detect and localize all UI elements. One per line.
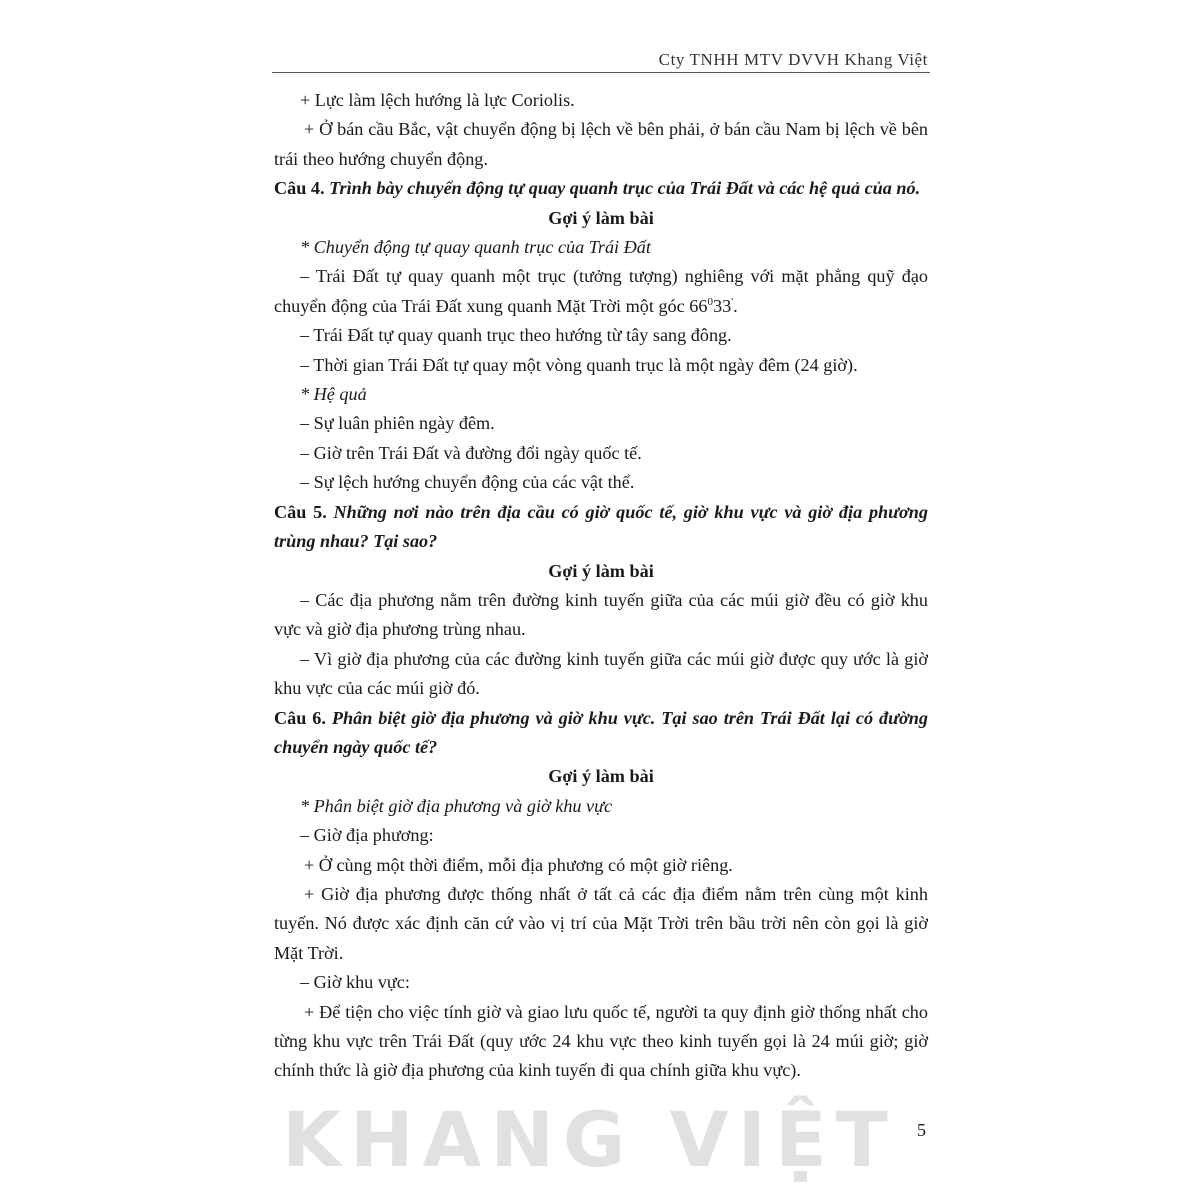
paragraph: + Ở bán cầu Bắc, vật chuyển động bị lệch về bên phải, ở bán cầu Nam bị lệch về bên trái theo hướng chuyển động. [274, 119, 928, 169]
hint-heading: Gợi ý làm bài [548, 766, 654, 787]
page-number: 5 [917, 1120, 926, 1140]
section-heading: * Chuyển động tự quay quanh trục của Trái Đất [300, 237, 651, 258]
watermark: KHANG VIỆT [282, 1095, 897, 1184]
question-5 [274, 498, 928, 557]
paragraph: – Giờ địa phương: [300, 825, 434, 846]
question-label: Câu 5. [274, 501, 327, 522]
question-label: Câu 4. [274, 178, 325, 199]
paragraph: + Giờ địa phương được thống nhất ở tất cả các địa điểm nằm trên cùng một kinh tuyến. Nó được xác định căn cứ vào vị trí của Mặt Trời trên bầu trời nên còn gọi là giờ Mặt Trời. [274, 883, 928, 963]
question-6 [274, 704, 928, 763]
hint-heading: Gợi ý làm bài [548, 560, 654, 581]
header-rule [272, 72, 930, 73]
section-heading: * Hệ quả [300, 384, 367, 405]
paragraph: – Thời gian Trái Đất tự quay một vòng quanh trục là một ngày đêm (24 giờ). [300, 354, 858, 375]
paragraph: – Giờ trên Trái Đất và đường đổi ngày quốc tế. [300, 442, 642, 463]
question-text: Phân biệt giờ địa phương và giờ khu vực. Tại sao trên Trái Đất lại có đường chuyển ngày quốc tế? [274, 707, 929, 757]
paragraph: – Sự luân phiên ngày đêm. [300, 413, 495, 434]
paragraph: + Lực làm lệch hướng là lực Coriolis. [300, 90, 575, 110]
running-header: Cty TNHH MTV DVVH Khang Việt [658, 50, 928, 69]
question-4 [274, 174, 928, 203]
paragraph: – Trái Đất tự quay quanh trục theo hướng từ tây sang đông. [300, 325, 732, 346]
paragraph: – Trái Đất tự quay quanh một trục (tưởng tượng) nghiêng với mặt phẳng quỹ đạo chuyển động của Trái Đất xung quanh Mặt Trời một góc $66^033'$. [274, 266, 928, 316]
paragraph: + Để tiện cho việc tính giờ và giao lưu quốc tế, người ta quy định giờ thống nhất cho từng khu vực trên Trái Đất (quy ước 24 khu vực theo kinh tuyến gọi là 24 múi giờ; giờ chính thức là giờ địa phương của kinh tuyến đi qua chính giữa khu vực). [274, 1001, 928, 1081]
page-body [274, 86, 928, 1086]
section-heading: * Phân biệt giờ địa phương và giờ khu vực [300, 795, 613, 816]
question-text: Những nơi nào trên địa cầu có giờ quốc tế, giờ khu vực và giờ địa phương trùng nhau? Tại sao? [274, 501, 929, 552]
paragraph: + Ở cùng một thời điểm, mỗi địa phương có một giờ riêng. [304, 854, 733, 875]
paragraph: – Vì giờ địa phương của các đường kinh tuyến giữa các múi giờ được quy ước là giờ khu vực của các múi giờ đó. [274, 648, 928, 699]
question-label: Câu 6. [274, 707, 326, 728]
paragraph: – Giờ khu vực: [300, 972, 410, 993]
paragraph: – Sự lệch hướng chuyển động của các vật thể. [300, 472, 635, 493]
paragraph: – Các địa phương nằm trên đường kinh tuyến giữa của các múi giờ đều có giờ khu vực và giờ địa phương trùng nhau. [274, 589, 928, 640]
question-text: Trình bày chuyển động tự quay quanh trục của Trái Đất và các hệ quả của nó. [329, 178, 921, 199]
hint-heading: Gợi ý làm bài [548, 207, 654, 228]
